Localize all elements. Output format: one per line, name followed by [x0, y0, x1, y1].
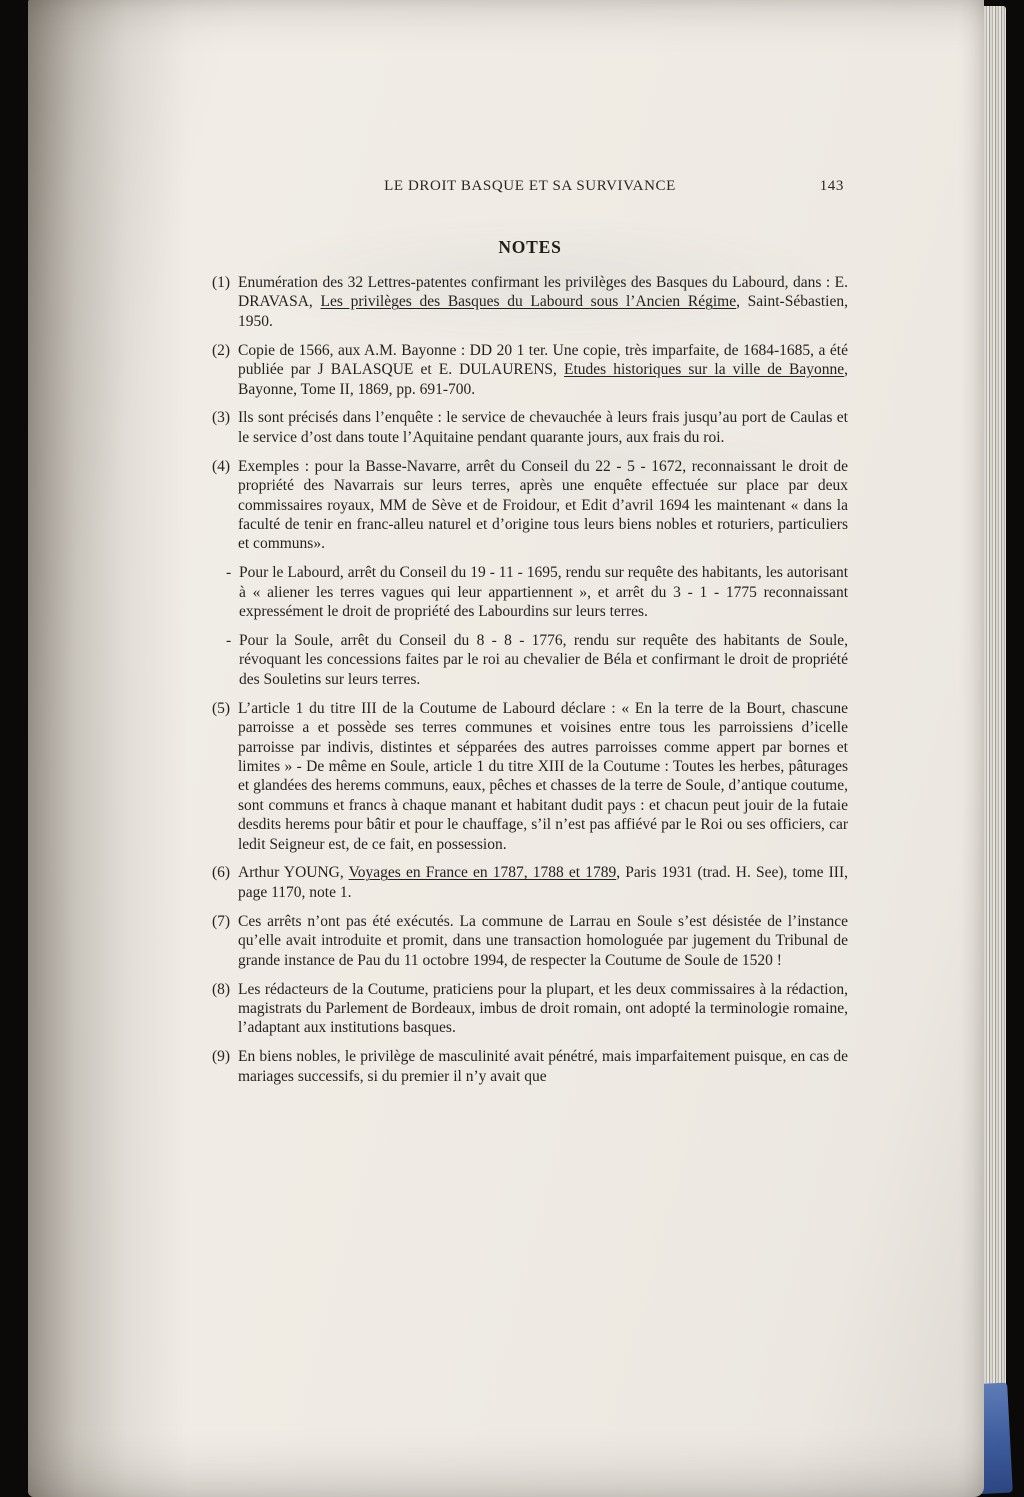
- note-text: Copie de 1566, aux A.M. Bayonne : DD 20 1 ter. Une copie, très imparfaite, de 1684-1685, a été publiée par J BALASQUE et E. DULAURENS,: [238, 341, 848, 379]
- note-marker: -: [226, 564, 232, 582]
- note-item: [212, 863, 848, 902]
- book-page: [28, 0, 984, 1497]
- note-text: L’article 1 du titre III de la Coutume de Labourd déclare : « En la terre de la Bourt, chascune parroisse a et possède ses terres communes et voisines entre tous les parroissiens d’icelle parroisse par indivis, distintes et sépparées des autres parroisses comme appert par bornes et limites » - De même en Soule, article 1 du titre XIII de la Coutume : Toutes les herbes, pâturages et glandées des herems communs, eaux, pêches et chasses de la terre de Soule, d’antique coutume, sont communs et francs à chaque manant et habitant dudit pays : et chacun peut jouir de la futaie desdits herems pour bâtir et pour le chauffage, s’il n’est pas affiévé par le Roi ou ses officiers, car ledit Seigneur est, de ce fait, en possession.: [238, 699, 848, 853]
- note-marker: (3): [212, 409, 231, 427]
- note-marker: (7): [212, 912, 231, 930]
- note-title-underlined: Etudes historiques sur la ville de Bayonne: [563, 361, 845, 379]
- note-marker: (1): [212, 274, 231, 291]
- page-number: 143: [819, 178, 844, 194]
- note-text: Enumération des 32 Lettres-patentes confirmant les privilèges des Basques du Labourd, dans : E. DRAVASA,: [238, 274, 848, 311]
- note-item: [212, 408, 848, 447]
- note-marker: (5): [212, 699, 231, 717]
- note-item: [226, 563, 848, 621]
- note-text: Pour la Soule, arrêt du Conseil du 8 - 8 - 1776, rendu sur requête des habitants de Soule, révoquant les concessions faites par le roi au chevalier de Béla et confirmant le droit de propriété des Souletins sur leurs terres.: [239, 632, 848, 688]
- running-head: [212, 178, 848, 200]
- note-text: Les rédacteurs de la Coutume, praticiens pour la plupart, et les deux commissaires à la rédaction, magistrats du Parlement de Bordeaux, imbus de droit romain, ont adopté la terminologie romaine, l’adaptant aux institutions basques.: [238, 980, 848, 1037]
- note-title-underlined: Les privilèges des Basques du Labourd sous l’Ancien Régime: [320, 293, 737, 311]
- note-text: En biens nobles, le privilège de masculinité avait pénétré, mais imparfaitement puisque, en cas de mariages successifs, si du premier il n’y avait que: [238, 1048, 848, 1085]
- note-text: Ces arrêts n’ont pas été exécutés. La commune de Larrau en Soule s’est désistée de l’instance qu’elle avait introduite et promit, dans une transaction homologuée par jugement du Tribunal de grande instance de Pau du 11 octobre 1994, de respecter la Coutume de Soule de 1520 !: [238, 912, 848, 969]
- note-text: Ils sont précisés dans l’enquête : le service de chevauchée à leurs frais jusqu’au port de Caulas et le service d’ost dans toute l’Aquitaine pendant quarante jours, aux frais du roi.: [238, 409, 848, 446]
- note-marker: (6): [212, 864, 231, 882]
- note-text: , Saint-Sébastien, 1950.: [238, 293, 848, 330]
- note-marker: (9): [212, 1048, 231, 1066]
- note-text: Exemples : pour la Basse-Navarre, arrêt du Conseil du 22 - 5 - 1672, reconnaissant le droit de propriété des Navarrais sur leurs terres, après une enquête effectuée sur place par deux commissaires royaux, MM de Sève et de Froidour, et Edit d’avril 1694 les maintenant « dans la faculté de tenir en franc-alleu naturel et d’origine tous leurs biens nobles et roturiers, particuliers et communs».: [238, 457, 848, 553]
- note-text: Arthur YOUNG,: [238, 864, 349, 882]
- section-title: NOTES: [498, 237, 562, 257]
- note-text: , Paris 1931 (trad. H. See), tome III, page 1170, note 1.: [238, 864, 848, 901]
- note-marker: (8): [212, 980, 231, 998]
- note-item: [226, 631, 848, 689]
- note-item: [212, 273, 848, 331]
- note-item: [212, 699, 848, 854]
- binding-shadow: [28, 0, 188, 1497]
- notes-list: [212, 273, 848, 1086]
- text-block: [212, 0, 848, 1096]
- note-marker: (2): [212, 341, 231, 359]
- note-item: [212, 341, 848, 399]
- note-item: [212, 457, 848, 554]
- note-text: , Bayonne, Tome II, 1869, pp. 691-700.: [238, 361, 848, 398]
- note-item: [212, 1047, 848, 1086]
- note-text: Pour le Labourd, arrêt du Conseil du 19 - 11 - 1695, rendu sur requête des habitants, les autorisant à « aliener les terres vagues qui leur appartiennent », et arrêt du 3 - 1 - 1775 reconnaissant expressément le droit de propriété des Labourdins sur leurs terres.: [239, 564, 848, 621]
- note-marker: (4): [212, 457, 231, 475]
- running-head-title: LE DROIT BASQUE ET SA SURVIVANCE: [384, 178, 676, 194]
- note-title-underlined: Voyages en France en 1787, 1788 et 1789: [348, 864, 617, 882]
- note-item: [212, 912, 848, 970]
- note-item: [212, 980, 848, 1038]
- note-marker: -: [226, 632, 232, 649]
